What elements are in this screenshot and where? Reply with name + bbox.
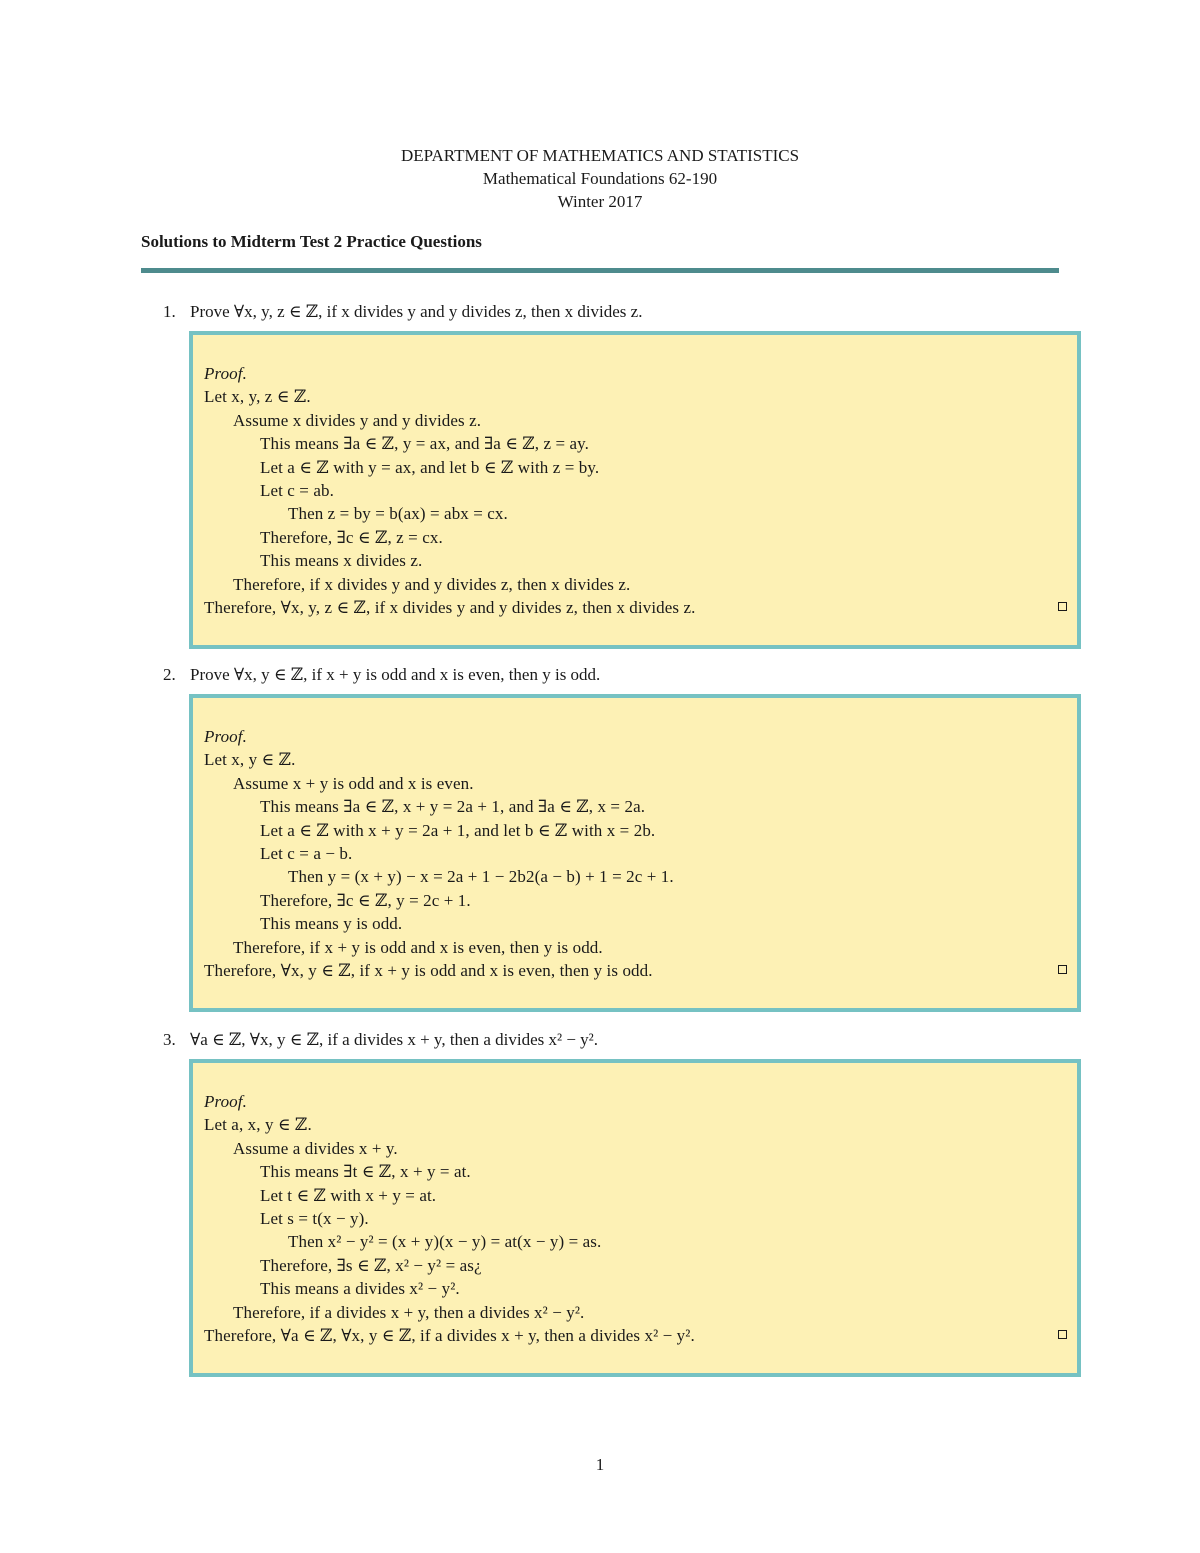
proof-line: Therefore, ∃c ∈ ℤ, z = cx. — [260, 527, 443, 547]
proof-line: Therefore, if a divides x + y, then a divides x² − y². — [233, 1302, 585, 1322]
question-3 — [163, 1029, 1063, 1051]
proof-line: Therefore, ∀a ∈ ℤ, ∀x, y ∈ ℤ, if a divides x + y, then a divides x² − y². — [204, 1326, 695, 1346]
document-title: Solutions to Midterm Test 2 Practice Questions — [141, 232, 482, 251]
proof-line: Then z = by = b(ax) = abx = cx. — [288, 504, 508, 524]
proof-box-1 — [189, 331, 1081, 649]
question-number: 2. — [163, 665, 176, 684]
proof-label: Proof. — [204, 364, 247, 383]
qed-square-icon — [1058, 1330, 1067, 1339]
title-divider — [141, 268, 1059, 273]
proof-line: Let x, y ∈ ℤ. — [204, 750, 296, 770]
proof-line: This means y is odd. — [260, 914, 403, 934]
proof-box-2 — [189, 694, 1081, 1012]
question-number: 3. — [163, 1030, 176, 1049]
proof-line: Let t ∈ ℤ with x + y = at. — [260, 1185, 437, 1205]
proof-line: Therefore, if x + y is odd and x is even, then y is odd. — [233, 937, 603, 957]
proof-line: Let a, x, y ∈ ℤ. — [204, 1115, 312, 1135]
proof-line: Assume x + y is odd and x is even. — [233, 773, 474, 793]
question-statement: ∀a ∈ ℤ, ∀x, y ∈ ℤ, if a divides x + y, then a divides x² − y². — [190, 1030, 599, 1049]
question-2 — [163, 664, 1063, 686]
question-number: 1. — [163, 302, 176, 321]
proof-line: This means x divides z. — [260, 551, 423, 571]
department-name: DEPARTMENT OF MATHEMATICS AND STATISTICS — [400, 146, 800, 165]
proof-line: Let a ∈ ℤ with y = ax, and let b ∈ ℤ with z = by. — [260, 457, 600, 477]
proof-line: Let x, y, z ∈ ℤ. — [204, 387, 311, 407]
proof-line: Then y = (x + y) − x = 2a + 1 − 2b2(a − b) + 1 = 2c + 1. — [288, 867, 674, 887]
qed-square-icon — [1058, 965, 1067, 974]
qed-square-icon — [1058, 602, 1067, 611]
proof-line: This means ∃a ∈ ℤ, x + y = 2a + 1, and ∃a ∈ ℤ, x = 2a. — [260, 797, 646, 817]
proof-line: Therefore, if x divides y and y divides z, then x divides z. — [233, 574, 631, 594]
proof-line: This means ∃t ∈ ℤ, x + y = at. — [260, 1162, 471, 1182]
course-name: Mathematical Foundations 62-190 — [482, 169, 718, 188]
proof-line: Therefore, ∀x, y, z ∈ ℤ, if x divides y and y divides z, then x divides z. — [204, 598, 696, 618]
proof-line: This means a divides x² − y². — [260, 1279, 460, 1299]
proof-line: Therefore, ∃s ∈ ℤ, x² − y² = as¿ — [260, 1255, 482, 1275]
proof-line: Therefore, ∀x, y ∈ ℤ, if x + y is odd and x is even, then y is odd. — [204, 961, 653, 981]
proof-line: Therefore, ∃c ∈ ℤ, y = 2c + 1. — [260, 890, 471, 910]
question-statement: Prove ∀x, y ∈ ℤ, if x + y is odd and x is even, then y is odd. — [190, 665, 601, 684]
page-number: 1 — [595, 1455, 605, 1474]
question-statement: Prove ∀x, y, z ∈ ℤ, if x divides y and y divides z, then x divides z. — [190, 302, 643, 321]
proof-line: Then x² − y² = (x + y)(x − y) = at(x − y) = as. — [288, 1232, 602, 1252]
proof-line: This means ∃a ∈ ℤ, y = ax, and ∃a ∈ ℤ, z = ay. — [260, 434, 590, 454]
proof-line: Let c = a − b. — [260, 844, 353, 864]
proof-line: Let a ∈ ℤ with x + y = 2a + 1, and let b ∈ ℤ with x = 2b. — [260, 820, 656, 840]
proof-box-3 — [189, 1059, 1081, 1377]
proof-label: Proof. — [204, 727, 247, 746]
proof-line: Let s = t(x − y). — [260, 1209, 369, 1229]
proof-line: Let c = ab. — [260, 481, 334, 501]
proof-line: Assume x divides y and y divides z. — [233, 410, 482, 430]
proof-label: Proof. — [204, 1092, 247, 1111]
question-1 — [163, 301, 1063, 323]
term: Winter 2017 — [557, 192, 643, 211]
page-header — [0, 144, 1200, 213]
proof-line: Assume a divides x + y. — [233, 1138, 398, 1158]
